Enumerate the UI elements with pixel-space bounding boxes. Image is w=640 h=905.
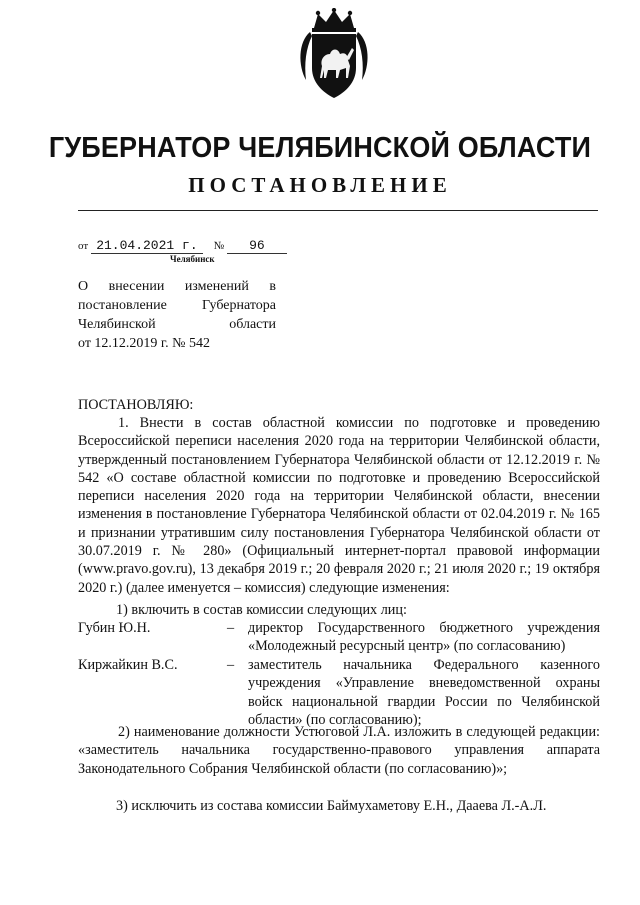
subitem-3: 3) исключить из состава комиссии Баймухаметову Е.Н., Дааева Л.-А.Л. <box>116 798 547 814</box>
number-prefix: № <box>213 240 225 252</box>
subject-line: постановление Губернатора <box>78 298 276 313</box>
subitem-1: 1) включить в состав комиссии следующих лиц: <box>116 602 407 618</box>
member-name: Киржайкин В.С. <box>78 657 178 673</box>
member-position: директор Государственного бюджетного учреждения «Молодежный ресурсный центр» (по согласованию) <box>248 620 600 655</box>
subitem-2: 2) наименование должности Устюговой Л.А. изложить в следующей редакции: «заместитель начальника государственно-правового управления аппарата Законодательного Собрания Челябинской области (по согласованию)»; <box>78 724 600 777</box>
date-line <box>78 238 287 254</box>
subject-line: Челябинской области <box>78 317 276 332</box>
document-subject <box>78 277 276 353</box>
coat-of-arms-icon <box>296 8 372 100</box>
document-type: ПОСТАНОВЛЕНИЕ <box>188 173 452 197</box>
organization-title: ГУБЕРНАТОР ЧЕЛЯБИНСКОЙ ОБЛАСТИ <box>48 132 592 164</box>
subject-line: от 12.12.2019 г. № 542 <box>78 336 210 351</box>
document-date: 21.04.2021 г. <box>91 238 203 254</box>
document-number: 96 <box>227 238 287 254</box>
subject-line: О внесении изменений в <box>78 279 276 294</box>
member-name: Губин Ю.Н. <box>78 620 151 636</box>
member-dash: – <box>227 657 235 673</box>
header-divider <box>78 210 598 211</box>
date-prefix: от <box>78 240 89 252</box>
paragraph-1: 1. Внести в состав областной комиссии по подготовке и проведению Всероссийской переписи населения 2020 года на территории Челябинской области, утвержденный постановлением Губернатора Челябинской области от 12.12.2019 г. № 542 «О составе областной комиссии по подготовке и проведению Всероссийской переписи населения 2020 года на территории Челябинской области, внесении изменения в постановление Губернатора Челябинской области от 02.04.2019 г. № 165 и признании утратившим силу постановления Губернатора Челябинской области от 30.07.2019 г. № 280» (Официальный интернет-портал правовой информации (www.pravo.gov.ru), 13 декабря 2019 г.; 20 февраля 2020 г.; 21 июля 2020 г.; 19 октября 2020 г.) (далее именуется – комиссия) следующие изменения: <box>78 415 600 596</box>
member-position: заместитель начальника Федерального казенного учреждения «Управление вневедомственной охраны войск национальной гвардии России по Челябинской области» (по согласованию); <box>248 657 600 728</box>
city-label: Челябинск <box>170 254 215 264</box>
member-dash: – <box>227 620 235 636</box>
decree-heading: ПОСТАНОВЛЯЮ: <box>78 397 194 413</box>
